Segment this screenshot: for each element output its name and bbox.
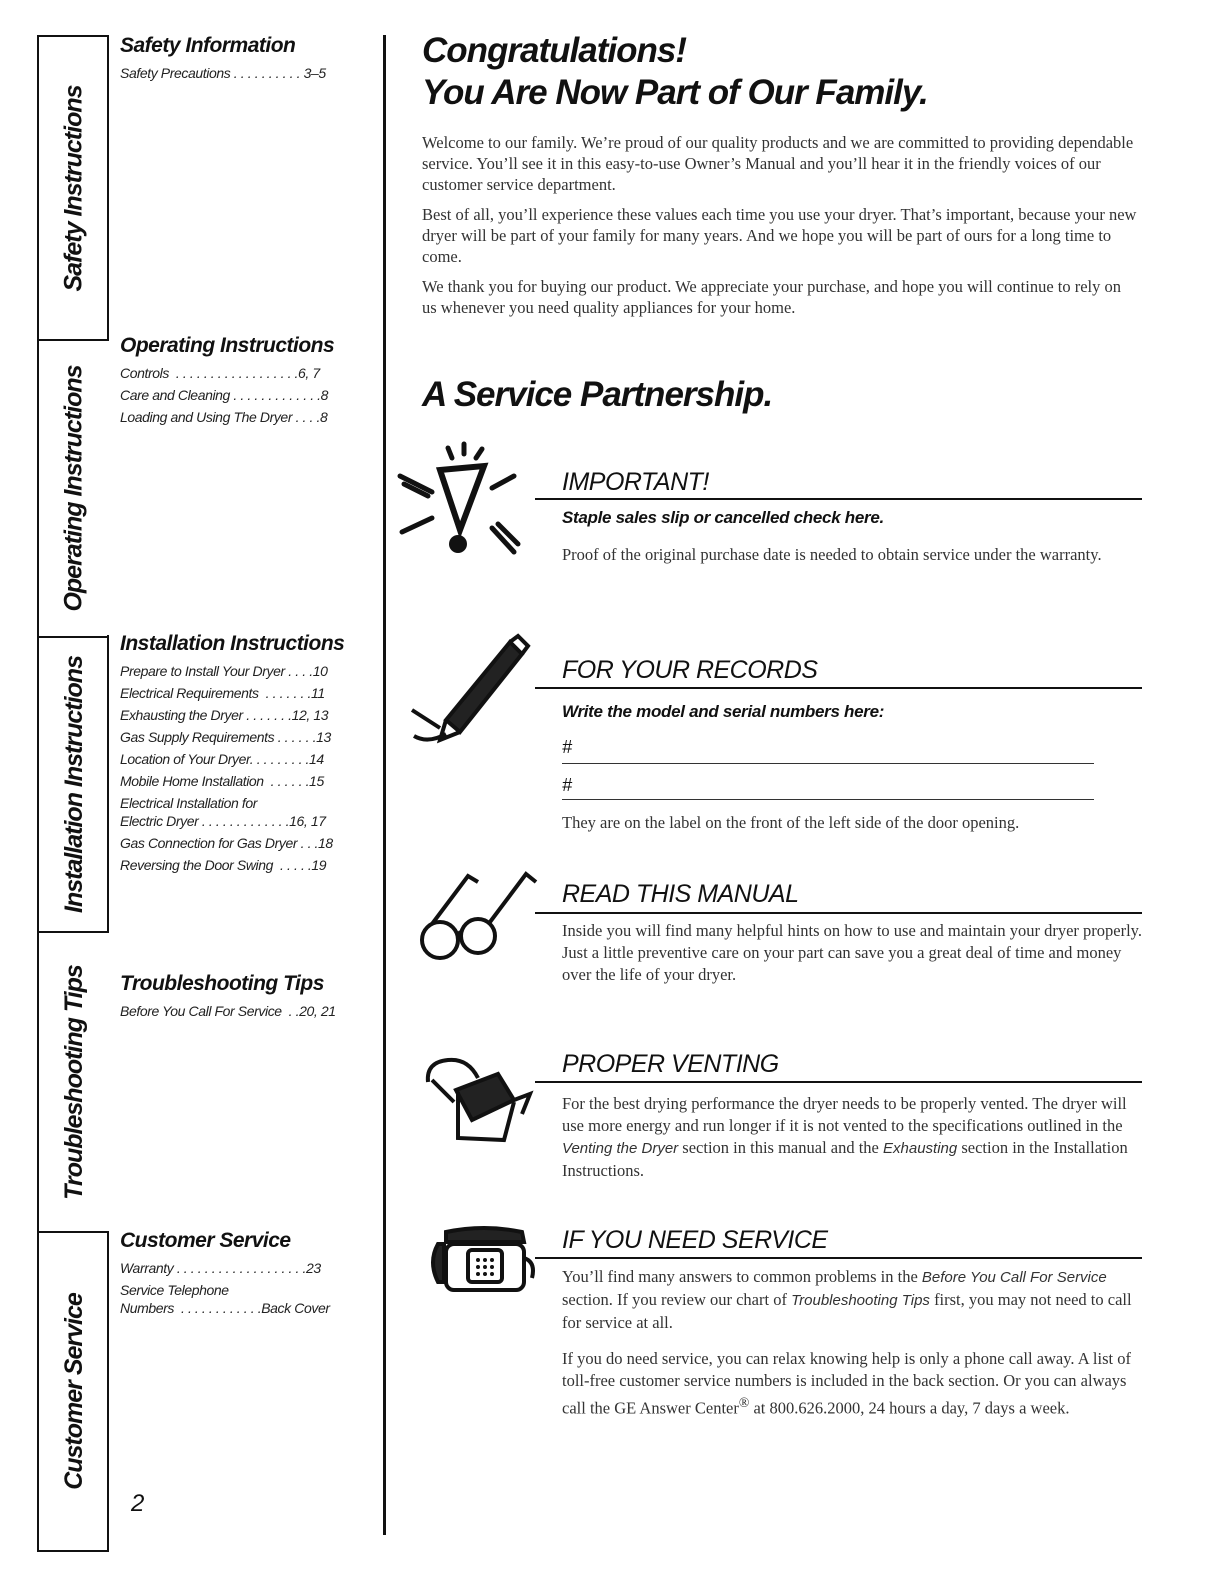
pen-icon [410,632,535,747]
model-number-label: # [562,737,573,757]
toc-heading: Safety Information [120,34,296,57]
section-rule [535,498,1142,500]
toc-item[interactable]: Numbers . . . . . . . . . . . .Back Cover [120,1300,330,1316]
toc-item[interactable]: Electrical Requirements . . . . . . .11 [120,685,325,701]
records-heading: FOR YOUR RECORDS [562,656,818,684]
toc-item[interactable]: Before You Call For Service . .20, 21 [120,1003,336,1019]
model-number-field[interactable] [562,763,1094,764]
toc-item[interactable]: Reversing the Door Swing . . . . .19 [120,857,327,873]
congrats-section [422,30,1137,327]
toc-troubleshooting [120,972,370,1022]
serial-number-field[interactable] [562,799,1094,800]
toc-heading: Troubleshooting Tips [120,972,324,995]
tab-customer-service[interactable]: Customer Service [59,1293,88,1490]
manual-heading: READ THIS MANUAL [562,880,799,908]
tab-edge [107,635,109,932]
congrats-paragraph: Welcome to our family. We’re proud of our quality products and we are committed to providing dependable service. You’ll see it in this easy-to-use Owner’s Manual and you’ll hear it in the friendly voices of our customer service department. [422,133,1134,194]
toc-item[interactable]: Electrical Installation for [120,795,258,811]
column-divider [383,35,386,1535]
venting-heading: PROPER VENTING [562,1050,779,1078]
toc-item[interactable]: Safety Precautions . . . . . . . . . . 3–5 [120,65,326,81]
tab-edge [107,1231,109,1550]
toc-item[interactable]: Service Telephone [120,1282,229,1298]
warning-icon [392,440,532,570]
toc-item[interactable]: Location of Your Dryer. . . . . . . . .14 [120,751,324,767]
important-text: Proof of the original purchase date is needed to obtain service under the warranty. [562,545,1102,564]
toc-operating [120,334,370,428]
congrats-paragraph: Best of all, you’ll experience these values each time you use your dryer. That’s important, because your new dryer will be part of your family for many years. And we hope you will be part of ours for a long time to come. [422,205,1137,266]
toc-item[interactable]: Prepare to Install Your Dryer . . . .10 [120,663,328,679]
sidebar-tabs [37,35,109,1552]
toc-heading: Customer Service [120,1229,291,1252]
toc-safety [120,34,370,84]
toc-item[interactable]: Loading and Using The Dryer . . . .8 [120,409,328,425]
page-number: 2 [131,1490,145,1517]
section-rule [535,687,1142,689]
tab-operating-instructions[interactable]: Operating Instructions [59,365,88,612]
records-instruction: Write the model and serial numbers here: [562,702,885,721]
toc-item[interactable]: Exhausting the Dryer . . . . . . .12, 13 [120,707,329,723]
section-rule [535,912,1142,914]
service-text: You’ll find many answers to common problems in the Before You Call For Service section. If you review our chart of Troubleshooting Tips first, you may not need to call for service at all. [562,1267,1132,1332]
toc-item[interactable]: Care and Cleaning . . . . . . . . . . . . .8 [120,387,329,403]
toc-customer [120,1229,370,1319]
toc-item[interactable]: Controls . . . . . . . . . . . . . . . . . .6, 7 [120,365,320,381]
tab-safety-instructions[interactable]: Safety Instructions [59,84,88,292]
manual-text: Inside you will find many helpful hints on how to use and maintain your dryer properly. Just a little preventive care on your part can save you a great deal of time and money over the life of your dryer. [562,921,1142,984]
partnership-title: A Service Partnership. [422,375,773,414]
important-heading: IMPORTANT! [562,468,709,496]
toc-heading: Operating Instructions [120,334,335,357]
tab-installation-instructions[interactable]: Installation Instructions [59,656,88,913]
tab-edge [107,35,109,340]
important-instruction: Staple sales slip or cancelled check here. [562,508,884,527]
section-rule [535,1081,1142,1083]
service-heading: IF YOU NEED SERVICE [562,1226,828,1254]
toc-item[interactable]: Warranty . . . . . . . . . . . . . . . . . . .23 [120,1260,321,1276]
toc-item[interactable]: Gas Supply Requirements . . . . . .13 [120,729,331,745]
toc-item[interactable]: Gas Connection for Gas Dryer . . .18 [120,835,333,851]
glasses-icon [416,870,546,970]
records-text: They are on the label on the front of the left side of the door opening. [562,813,1020,832]
toc-item[interactable]: Electric Dryer . . . . . . . . . . . . .16, 17 [120,813,326,829]
congrats-paragraph: We thank you for buying our product. We appreciate your purchase, and hope you will continue to rely on us whenever you need quality appliances for your home. [422,277,1122,317]
vent-icon [418,1050,538,1145]
serial-number-label: # [562,775,573,795]
toc-heading: Installation Instructions [120,632,345,655]
congrats-subtitle: You Are Now Part of Our Family. [422,73,928,112]
toc-item[interactable]: Mobile Home Installation . . . . . .15 [120,773,324,789]
venting-text: For the best drying performance the dryer needs to be properly vented. The dryer will use more energy and run longer if it is not vented to the specifications outlined in the Venting the Dryer section in this manual and the Exhausting section in the Installation Instructions. [562,1094,1128,1180]
tab-troubleshooting-tips[interactable]: Troubleshooting Tips [59,964,88,1200]
congrats-title: Congratulations! [422,31,686,70]
toc-installation [120,632,370,876]
telephone-icon [424,1222,539,1297]
service-text: If you do need service, you can relax knowing help is only a phone call away. A list of toll-free customer service numbers is included in the back section. Or you can always call the GE Answer Center® at 800.626.2000, 24 hours a day, 7 days a week. [562,1349,1131,1418]
section-rule [535,1257,1142,1259]
